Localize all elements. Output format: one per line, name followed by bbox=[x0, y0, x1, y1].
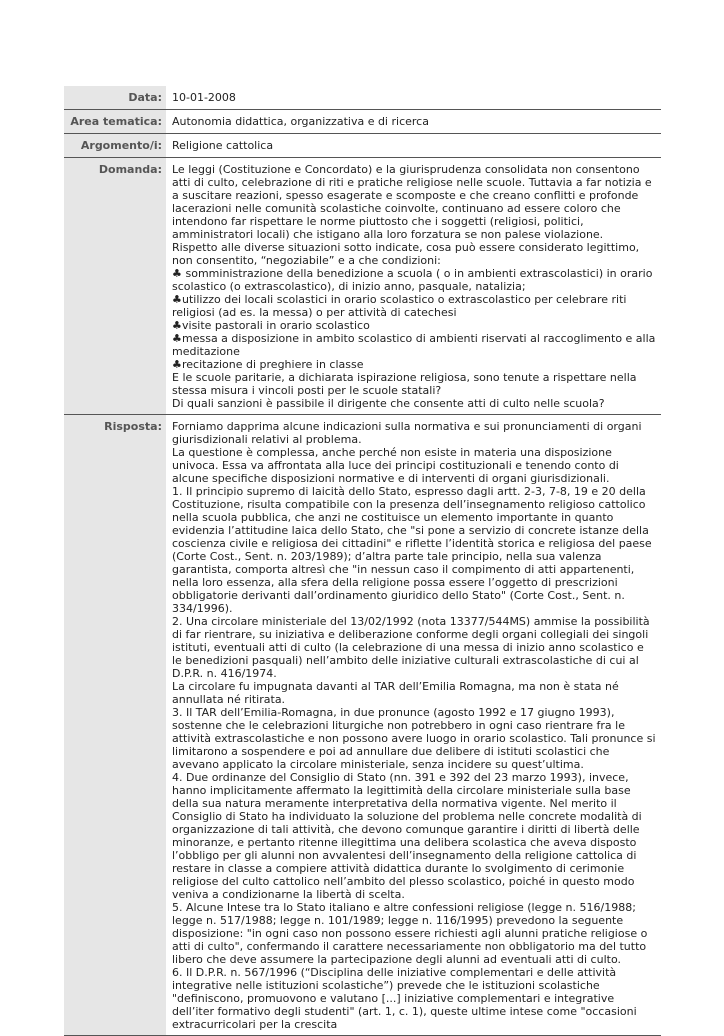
domanda-bullet bbox=[172, 319, 657, 332]
row-date bbox=[64, 86, 661, 110]
bullet-text: somministrazione della benedizione a scuola ( o in ambienti extrascolastici) in orario scolastico (o extrascolastico), di inizio anno, pasquale, natalizia; bbox=[172, 267, 653, 293]
domanda-bullet bbox=[172, 293, 657, 319]
risposta-paragraph: La questione è complessa, anche perché non esiste in materia una disposizione univoca. Essa va affrontata alla luce dei principi costituzionali e tenendo conto di alcune specifiche disposizioni normative e di interventi di organi giurisdizionali. bbox=[172, 446, 619, 485]
risposta-paragraph: 1. Il principio supremo di laicità dello Stato, espresso dagli artt. 2-3, 7-8, 19 e 20 della Costituzione, risulta compatibile con la presenza dell’insegnamento religioso cattolico nella scuola pubblica, che anzi ne costituisce un elemento importante in quanto evidenzia l’attitudine laica dello Stato, che "si pone a servizio di concrete istanze della coscienza civile e religiosa dei cittadini" e riflette l’identità storica e religiosa del paese (Corte Cost., Sent. n. 203/1989); d’altra parte tale principio, nella sua valenza garantista, comporta altresì che "in nessun caso il compimento di atti appartenenti, nella loro essenza, alla sfera della religione possa essere l’oggetto di prescrizioni obbligatorie derivanti dall’ordinamento giuridico dello Stato" (Corte Cost., Sent. n. 334/1996). bbox=[172, 485, 652, 615]
domanda-bullet bbox=[172, 332, 657, 358]
bullet-text: messa a disposizione in ambito scolastico di ambienti riservati al raccoglimento e alla meditazione bbox=[172, 332, 656, 358]
argomento-label: Argomento/i: bbox=[64, 134, 166, 157]
club-icon: ♣ bbox=[172, 319, 182, 332]
domanda-text bbox=[166, 158, 661, 414]
row-area bbox=[64, 110, 661, 134]
bullet-text: visite pastorali in orario scolastico bbox=[182, 319, 370, 332]
risposta-paragraph: 6. Il D.P.R. n. 567/1996 (“Disciplina delle iniziative complementari e delle attività integrative nelle istituzioni scolastiche”) prevede che le istituzioni scolastiche "definiscono, promuovono e valutano [...] iniziative complementari e integrative dell’iter formativo degli studenti" (art. 1, c. 1), queste ultime intese come "occasioni extracurricolari per la crescita bbox=[172, 966, 637, 1031]
bullet-text: recitazione di preghiere in classe bbox=[182, 358, 364, 371]
risposta-paragraph: 5. Alcune Intese tra lo Stato italiano e altre confessioni religiose (legge n. 516/1988; legge n. 517/1988; legge n. 101/1989; legge n. 116/1995) prevedono la seguente disposizione: "in ogni caso non possono essere richiesti agli alunni pratiche religiose o atti di culto", confermando il carattere necessariamente non obbligatorio ma del tutto libero che deve assumere la partecipazione degli alunni ad eventuali atti di culto. bbox=[172, 901, 648, 966]
area-label: Area tematica: bbox=[64, 110, 166, 133]
domanda-intro: Le leggi (Costituzione e Concordato) e la giurisprudenza consolidata non consentono atti di culto, celebrazione di riti e pratiche religiose nelle scuole. Tuttavia a far notizia e a suscitare reazioni, spesso esagerate e scomposte e che creano conflitti e profonde lacerazioni nelle comunità scolastiche coinvolte, continuano ad essere coloro che intendono far rispettare le norme piuttosto che i soggetti (religiosi, politici, amministratori locali) che istigano alla loro forzatura se non palese violazione. bbox=[172, 163, 652, 241]
row-risposta bbox=[64, 415, 661, 1036]
domanda-question: Rispetto alle diverse situazioni sotto indicate, cosa può essere considerato legittimo, non consentito, “negoziabile” e a che condizioni: bbox=[172, 241, 640, 267]
area-value: Autonomia didattica, organizzativa e di ricerca bbox=[172, 115, 429, 128]
risposta-text bbox=[166, 415, 661, 1035]
risposta-paragraph: 4. Due ordinanze del Consiglio di Stato (nn. 391 e 392 del 23 marzo 1993), invece, hanno implicitamente affermato la legittimità della circolare ministeriale sulla base della sua natura meramente interpretativa della normativa vigente. Nel merito il Consiglio di Stato ha individuato la soluzione del problema nelle concrete modalità di organizzazione di tali attività, che devono comunque garantire i diritti di libertà delle minoranze, e pertanto ritenne illegittima una delibera scolastica che aveva disposto l’obbligo per gli alunni non avvalentesi dell’insegnamento della religione cattolica di restare in classe a compiere attività didattica durante lo svolgimento di cerimonie religiose del culto cattolico nell’ambito del plesso scolastico, poiché in questo modo veniva a condizionarne la libertà di scelta. bbox=[172, 771, 642, 901]
risposta-paragraph: 2. Una circolare ministeriale del 13/02/1992 (nota 13377/544MS) ammise la possibilità di far rientrare, su iniziativa e deliberazione conforme degli organi collegiali dei singoli istituti, eventuali atti di culto (la celebrazione di una messa di inizio anno scolastico e le benedizioni pasquali) nell’ambito delle iniziative culturali extrascolastiche di cui al D.P.R. n. 416/1974. bbox=[172, 615, 650, 680]
faq-record bbox=[64, 86, 661, 1036]
club-icon: ♣ bbox=[172, 358, 182, 371]
club-icon: ♣ bbox=[172, 293, 182, 306]
risposta-paragraph: La circolare fu impugnata davanti al TAR dell’Emilia Romagna, ma non è stata né annullata né ritirata. bbox=[172, 680, 619, 706]
domanda-bullet bbox=[172, 267, 657, 293]
risposta-label: Risposta: bbox=[64, 415, 166, 1035]
bullet-text: utilizzo dei locali scolastici in orario scolastico o extrascolastico per celebrare riti religiosi (ad es. la messa) o per attività di catechesi bbox=[172, 293, 627, 319]
row-domanda bbox=[64, 158, 661, 415]
row-argomento bbox=[64, 134, 661, 158]
date-label: Data: bbox=[64, 86, 166, 109]
argomento-value: Religione cattolica bbox=[172, 139, 274, 152]
domanda-closing-2: Di quali sanzioni è passibile il dirigente che consente atti di culto nelle scuola? bbox=[172, 397, 605, 410]
domanda-label: Domanda: bbox=[64, 158, 166, 414]
club-icon: ♣ bbox=[172, 332, 182, 345]
domanda-closing-1: E le scuole paritarie, a dichiarata ispirazione religiosa, sono tenute a rispettare nella stessa misura i vincoli posti per le scuole statali? bbox=[172, 371, 637, 397]
risposta-paragraph: Forniamo dapprima alcune indicazioni sulla normativa e sui pronunciamenti di organi giurisdizionali relativi al problema. bbox=[172, 420, 642, 446]
date-value: 10-01-2008 bbox=[172, 91, 236, 104]
domanda-bullet bbox=[172, 358, 657, 371]
club-icon: ♣ bbox=[172, 267, 182, 280]
risposta-paragraph: 3. Il TAR dell’Emilia-Romagna, in due pronunce (agosto 1992 e 17 giugno 1993), sostenne che le celebrazioni liturgiche non potrebbero in ogni caso rientrare fra le attività extrascolastiche e non possono avere luogo in orario scolastico. Tali pronunce si limitarono a sospendere e poi ad annullare due delibere di istituti scolastici che avevano applicato la circolare ministeriale, senza incidere su quest’ultima. bbox=[172, 706, 656, 771]
